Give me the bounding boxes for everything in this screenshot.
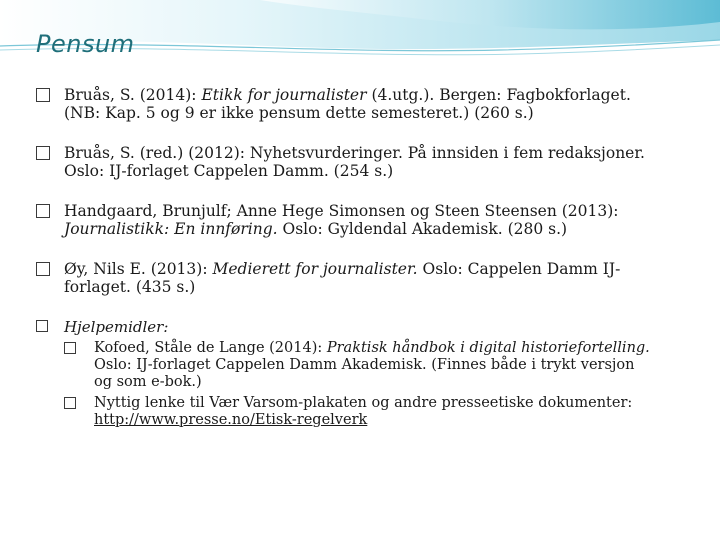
helper-item: Nyttig lenke til Vær Varsom-plakaten og andre presseetiske dokumenter: http://www.presse.no/Etisk-regelverk: [36, 395, 686, 429]
list-item: Bruås, S. (2014): Etikk for journalister (4.utg.). Bergen: Fagbokforlaget. (NB: Kap. 5 og 9 er ikke pensum dette semesteret.) (260 s.): [36, 86, 686, 122]
list-item: Øy, Nils E. (2013): Medierett for journalister. Oslo: Cappelen Damm IJ- forlaget. (435 s.): [36, 260, 686, 296]
checkbox-bullet-icon: [36, 204, 50, 218]
slide-title: Pensum: [36, 30, 135, 58]
checkbox-bullet-icon: [64, 397, 76, 409]
reading-list: [36, 86, 686, 433]
helpers-heading: Hjelpemidler:: [36, 318, 686, 336]
list-item: Bruås, S. (red.) (2012): Nyhetsvurderinger. På innsiden i fem redaksjoner. Oslo: IJ-forlaget Cappelen Damm. (254 s.): [36, 144, 686, 180]
checkbox-bullet-icon: [64, 342, 76, 354]
presse-regelverk-link[interactable]: http://www.presse.no/Etisk-regelverk: [94, 412, 368, 428]
checkbox-bullet-icon: [36, 320, 48, 332]
list-item: Handgaard, Brunjulf; Anne Hege Simonsen og Steen Steensen (2013): Journalistikk: En innføring. Oslo: Gyldendal Akademisk. (280 s.): [36, 202, 686, 238]
checkbox-bullet-icon: [36, 262, 50, 276]
checkbox-bullet-icon: [36, 88, 50, 102]
helper-item: Kofoed, Ståle de Lange (2014): Praktisk håndbok i digital historiefortelling. Oslo: IJ-forlaget Cappelen Damm Akademisk. (Finnes både i trykt versjon og som e-bok.): [36, 340, 686, 391]
checkbox-bullet-icon: [36, 146, 50, 160]
